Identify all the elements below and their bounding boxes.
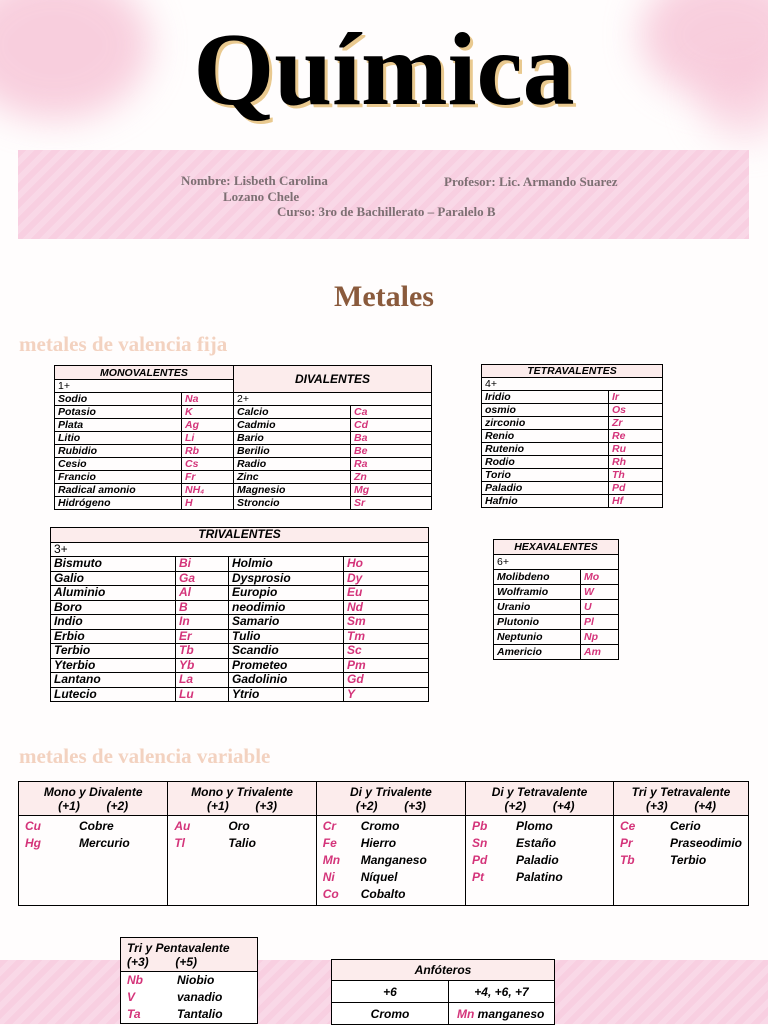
element-symbol: Np — [581, 630, 619, 645]
element-symbol: Bi — [176, 557, 229, 572]
element-symbol: Fr — [182, 471, 234, 484]
element-name: Lantano — [51, 673, 176, 688]
element-name: Calcio — [234, 406, 351, 419]
nombre-line1: Nombre: Lisbeth Carolina — [181, 173, 328, 188]
element-symbol: Mg — [351, 484, 432, 497]
element-name: Indio — [51, 615, 176, 630]
element-symbol: Sr — [351, 497, 432, 510]
info-band — [18, 150, 749, 239]
element-symbol: Mo — [581, 570, 619, 585]
element-symbol: Ra — [351, 458, 432, 471]
element-symbol: La — [176, 673, 229, 688]
element-name: Americio — [494, 645, 581, 660]
element-name: Rubidio — [55, 445, 182, 458]
element-name: Plata — [55, 419, 182, 432]
element-name: Samario — [229, 615, 344, 630]
pentavalente-header — [121, 938, 258, 972]
element-symbol: Li — [182, 432, 234, 445]
element-name: Lutecio — [51, 687, 176, 702]
element-name: Radical amonio — [55, 484, 182, 497]
anfoteros-valence-1: +6 — [332, 981, 449, 1003]
variable-group-body — [168, 816, 316, 906]
element-name: Paladio — [516, 853, 559, 867]
element-symbol: Ho — [344, 557, 429, 572]
group-valences: (+2) (+4) — [504, 798, 575, 813]
divalentes-title: DIVALENTES — [234, 366, 432, 393]
element-symbol: Co — [322, 887, 339, 901]
group-title: Tri y Tetravalente — [631, 784, 731, 799]
variable-group-header — [613, 782, 748, 816]
element-name: Cromo — [332, 1003, 449, 1025]
element-name: Gadolinio — [229, 673, 344, 688]
nombre-line2: Lozano Chele — [223, 189, 300, 204]
element-symbol: Nd — [344, 600, 429, 615]
list-item — [620, 818, 742, 835]
element-symbol: Au — [174, 819, 191, 833]
element-symbol: Rb — [182, 445, 234, 458]
element-name: Terbio — [51, 644, 176, 659]
element-symbol: U — [581, 600, 619, 615]
element-name: Mercurio — [79, 836, 130, 850]
element-name: Bismuto — [51, 557, 176, 572]
element-name: Tulio — [229, 629, 344, 644]
element-name: Cesio — [55, 458, 182, 471]
profesor: Profesor: Lic. Armando Suarez — [444, 174, 618, 189]
element-name: Europio — [229, 586, 344, 601]
element-symbol: Eu — [344, 586, 429, 601]
group-title: Mono y Trivalente — [191, 784, 293, 799]
page-title: Química — [193, 12, 575, 127]
list-item — [472, 852, 607, 869]
element-symbol: Sm — [344, 615, 429, 630]
element-symbol: Er — [176, 629, 229, 644]
list-item — [323, 886, 459, 903]
anfoteros-table — [331, 959, 555, 1025]
element-symbol: Cr — [322, 819, 337, 833]
element-symbol: V — [127, 990, 136, 1004]
hexavalentes-title: HEXAVALENTES — [494, 540, 619, 555]
element-symbol: Al — [176, 586, 229, 601]
element-symbol: Ce — [619, 819, 636, 833]
pentavalente-table — [120, 937, 258, 1024]
tetravalentes-table — [481, 364, 663, 508]
element-symbol: Cs — [182, 458, 234, 471]
element-name: Tantalio — [177, 1007, 223, 1021]
list-item — [323, 869, 459, 886]
element-name: Níquel — [360, 870, 398, 884]
element-symbol: Na — [182, 393, 234, 406]
element-symbol: Am — [581, 645, 619, 660]
element-name: Terbio — [669, 853, 707, 867]
element-symbol: In — [176, 615, 229, 630]
element-symbol: Pd — [609, 482, 663, 495]
list-item — [25, 835, 161, 852]
element-name: Radio — [234, 458, 351, 471]
element-symbol: Sc — [344, 644, 429, 659]
element-symbol: Ir — [609, 391, 663, 404]
element-name: Francio — [55, 471, 182, 484]
element-symbol: Tb — [176, 644, 229, 659]
element-symbol: Zn — [351, 471, 432, 484]
element-symbol: Th — [609, 469, 663, 482]
element-name: Cerio — [669, 819, 701, 833]
element-symbol: Ba — [351, 432, 432, 445]
element-symbol: Cu — [25, 819, 41, 833]
element-name: Hafnio — [482, 495, 609, 508]
element-name: Hierro — [360, 836, 397, 850]
variable-group-body — [316, 816, 465, 906]
element-symbol: B — [176, 600, 229, 615]
list-item — [127, 972, 251, 989]
group-title: Di y Tetravalente — [491, 784, 588, 799]
element-name: Magnesio — [234, 484, 351, 497]
element-name: Hidrógeno — [55, 497, 182, 510]
element-symbol: Zr — [609, 417, 663, 430]
element-name: Iridio — [482, 391, 609, 404]
element-symbol: Lu — [176, 687, 229, 702]
element-name: neodimio — [229, 600, 344, 615]
element-name: Holmio — [229, 557, 344, 572]
element-name: vanadio — [177, 990, 223, 1004]
list-item — [323, 852, 459, 869]
element-name: Niobio — [177, 973, 215, 987]
element-name: Torio — [482, 469, 609, 482]
element-name: Erbio — [51, 629, 176, 644]
element-name: Ytrio — [229, 687, 344, 702]
element-symbol: Ni — [322, 870, 335, 884]
tetravalentes-valence: 4+ — [482, 378, 663, 391]
anfoteros-title: Anfóteros — [332, 960, 555, 981]
element-symbol: Tm — [344, 629, 429, 644]
element-symbol: Ga — [176, 571, 229, 586]
group-valences: (+3) (+5) — [127, 954, 198, 969]
element-symbol: Hf — [609, 495, 663, 508]
element-name: Uranio — [494, 600, 581, 615]
element-name: Galio — [51, 571, 176, 586]
element-name: Stroncio — [234, 497, 351, 510]
element-name: Palatino — [516, 870, 563, 884]
element-symbol: Rh — [609, 456, 663, 469]
element-name: Oro — [228, 819, 250, 833]
element-symbol: Mn — [457, 1006, 475, 1021]
element-name: Wolframio — [494, 585, 581, 600]
element-symbol: Ag — [182, 419, 234, 432]
list-item — [25, 818, 161, 835]
trivalentes-table — [50, 527, 429, 702]
element-symbol: Gd — [344, 673, 429, 688]
element-name: Boro — [51, 600, 176, 615]
element-name: Neptunio — [494, 630, 581, 645]
element-symbol: Tb — [619, 853, 635, 867]
element-name: Plomo — [516, 819, 553, 833]
list-item — [127, 989, 251, 1006]
element-symbol: Dy — [344, 571, 429, 586]
anfoteros-cell — [449, 1003, 555, 1025]
list-item — [472, 869, 607, 886]
element-symbol: Sn — [472, 836, 488, 850]
list-item — [323, 835, 459, 852]
element-name: Yterbio — [51, 658, 176, 673]
element-name: Prometeo — [229, 658, 344, 673]
tetravalentes-title: TETRAVALENTES — [482, 365, 663, 378]
list-item — [174, 835, 309, 852]
element-name: Aluminio — [51, 586, 176, 601]
valencia-variable-table — [18, 781, 749, 906]
element-name: Sodio — [55, 393, 182, 406]
element-name: zirconio — [482, 417, 609, 430]
hexavalentes-table — [493, 539, 619, 660]
valencia-fija-heading: metales de valencia fija — [19, 332, 228, 356]
group-valences: (+3) (+4) — [645, 798, 716, 813]
element-symbol: Os — [609, 404, 663, 417]
element-name: Rodio — [482, 456, 609, 469]
element-name: Paladio — [482, 482, 609, 495]
variable-group-header — [168, 782, 316, 816]
element-name: Dysprosio — [229, 571, 344, 586]
variable-group-header — [466, 782, 614, 816]
anfoteros-valence-2: +4, +6, +7 — [449, 981, 555, 1003]
hexavalentes-valence: 6+ — [494, 555, 619, 570]
metales-heading: Metales — [334, 280, 434, 313]
element-symbol: Ru — [609, 443, 663, 456]
list-item — [127, 1006, 251, 1023]
group-valences: (+1) (+3) — [207, 798, 278, 813]
element-name: manganeso — [477, 1006, 545, 1021]
element-name: Cobre — [79, 819, 114, 833]
trivalentes-valence: 3+ — [51, 542, 429, 557]
element-name: Molibdeno — [494, 570, 581, 585]
list-item — [472, 835, 607, 852]
divalentes-valence: 2+ — [234, 393, 432, 406]
element-symbol: Pm — [344, 658, 429, 673]
element-symbol: Pd — [472, 853, 488, 867]
element-name: Plutonio — [494, 615, 581, 630]
element-symbol: W — [581, 585, 619, 600]
element-name: Cadmio — [234, 419, 351, 432]
mono-divalentes-table — [54, 365, 432, 510]
group-title: Mono y Divalente — [43, 784, 143, 799]
element-symbol: Nb — [127, 973, 143, 987]
list-item — [620, 852, 742, 869]
curso: Curso: 3ro de Bachillerato – Paralelo B — [277, 204, 496, 219]
monovalentes-title: MONOVALENTES — [55, 366, 234, 380]
element-name: Talio — [228, 836, 256, 850]
element-name: Cromo — [360, 819, 400, 833]
variable-group-body — [613, 816, 748, 906]
element-symbol: Cd — [351, 419, 432, 432]
element-name: Potasio — [55, 406, 182, 419]
element-name: Praseodimio — [669, 836, 742, 850]
list-item — [620, 835, 742, 852]
element-symbol: Fe — [322, 836, 337, 850]
element-symbol: Hg — [25, 836, 41, 850]
element-symbol: Ca — [351, 406, 432, 419]
pentavalente-body — [121, 972, 258, 1024]
element-name: Cobalto — [360, 887, 406, 901]
element-symbol: H — [182, 497, 234, 510]
element-symbol: K — [182, 406, 234, 419]
element-symbol: NH₄ — [182, 484, 234, 497]
variable-group-header — [316, 782, 465, 816]
element-symbol: Pr — [619, 836, 633, 850]
element-name: Scandio — [229, 644, 344, 659]
element-symbol: Be — [351, 445, 432, 458]
element-symbol: Mn — [322, 853, 341, 867]
group-valences: (+1) (+2) — [58, 798, 129, 813]
list-item — [323, 818, 459, 835]
list-item — [472, 818, 607, 835]
group-title: Di y Trivalente — [349, 784, 432, 799]
element-symbol: Pt — [472, 870, 485, 884]
group-title: Tri y Pentavalente — [127, 940, 230, 955]
element-symbol: Pl — [581, 615, 619, 630]
trivalentes-title: TRIVALENTES — [51, 528, 429, 543]
monovalentes-valence: 1+ — [55, 380, 234, 393]
variable-group-body — [466, 816, 614, 906]
element-symbol: Ta — [127, 1007, 141, 1021]
element-name: Bario — [234, 432, 351, 445]
element-symbol: Pb — [472, 819, 488, 833]
valencia-variable-heading: metales de valencia variable — [19, 744, 271, 768]
group-valences: (+2) (+3) — [355, 798, 426, 813]
element-name: Manganeso — [360, 853, 427, 867]
element-name: Rutenio — [482, 443, 609, 456]
list-item — [174, 818, 309, 835]
variable-group-body — [19, 816, 168, 906]
element-symbol: Y — [344, 687, 429, 702]
element-name: Litio — [55, 432, 182, 445]
element-name: Renio — [482, 430, 609, 443]
element-name: Berilio — [234, 445, 351, 458]
variable-group-header — [19, 782, 168, 816]
element-symbol: Yb — [176, 658, 229, 673]
element-name: osmio — [482, 404, 609, 417]
element-name: Zinc — [234, 471, 351, 484]
element-name: Estaño — [516, 836, 557, 850]
element-symbol: Re — [609, 430, 663, 443]
element-symbol: Tl — [174, 836, 186, 850]
